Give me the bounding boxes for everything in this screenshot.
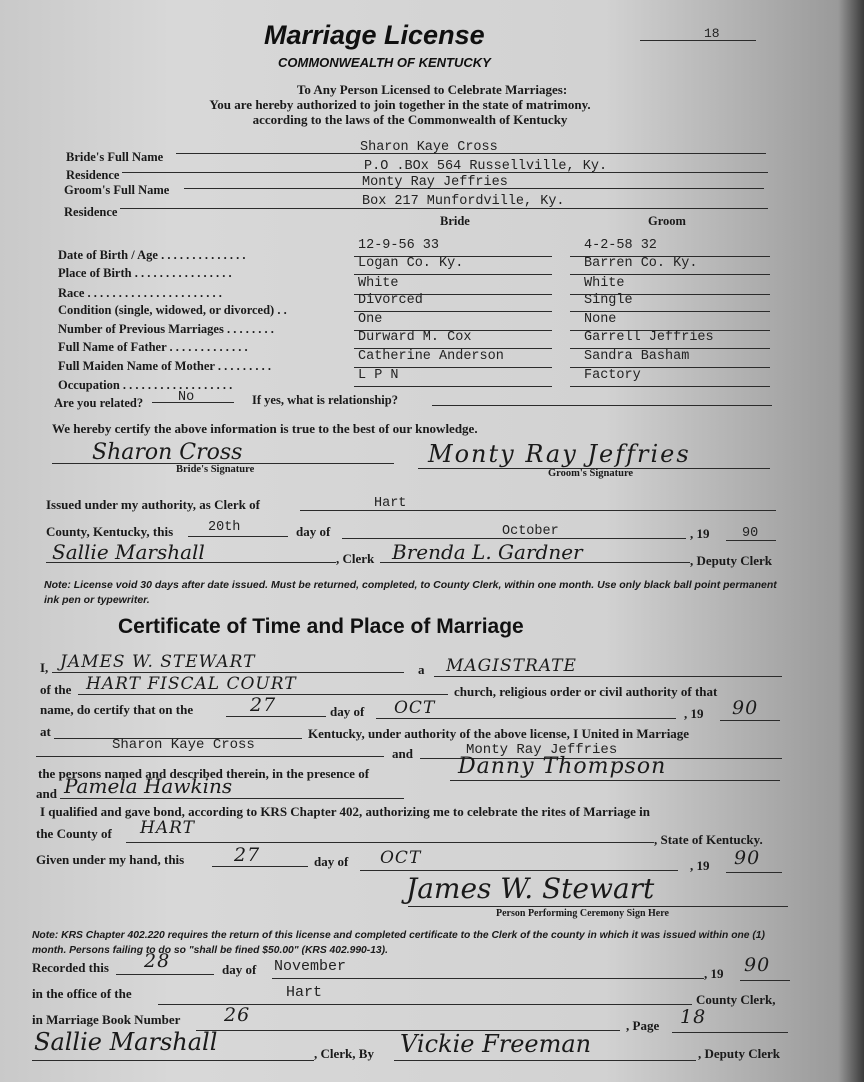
cert-qualified-text: I qualified and gave bond, according to KRS Chapter 402, authorizing me to celebrate the rites of Marriage in [40, 804, 650, 819]
bride-residence: P.O .BOx 564 Russellville, Ky. [364, 159, 608, 174]
recorded-deputy-line [394, 1060, 696, 1061]
detail-bride-value: Divorced [358, 293, 423, 308]
detail-label: Occupation . . . . . . . . . . . . . . . . . . [58, 378, 233, 392]
cert-year-line [720, 720, 780, 721]
header-year: 18 [704, 26, 720, 41]
related-value: No [178, 390, 195, 405]
issued-day: 20th [208, 520, 241, 535]
issued-year-prefix: , 19 [690, 526, 710, 541]
detail-bride-value: One [358, 312, 383, 327]
cert-and2-label: and [36, 786, 57, 801]
recorded-day: 28 [144, 950, 171, 972]
recorded-clerk-line [32, 1060, 314, 1061]
groom-signature-label: Groom's Signature [548, 468, 634, 479]
recorded-month: November [274, 958, 347, 975]
issued-county-label: County, Kentucky, this [46, 524, 174, 539]
detail-bride-line [354, 386, 552, 387]
detail-label: Race . . . . . . . . . . . . . . . . . . . . . . [58, 286, 222, 300]
issued-label: Issued under my authority, as Clerk of [46, 497, 260, 512]
officiant-signature: James W. Stewart [406, 872, 655, 905]
issued-deputy-label: , Deputy Clerk [690, 553, 772, 568]
bride-column-header: Bride [440, 214, 470, 228]
recorded-book: 26 [224, 1004, 251, 1026]
bride-name: Sharon Kaye Cross [360, 140, 498, 155]
related-label: Are you related? [54, 396, 144, 410]
performer-label: Person Performing Ceremony Sign Here [496, 908, 669, 919]
issued-clerk-line [46, 562, 336, 563]
cert-county-line [126, 842, 654, 843]
issued-county-line [300, 510, 776, 511]
groom-column-header: Groom [648, 214, 686, 228]
cert-county-label: the County of [36, 826, 112, 841]
cert-state-label: , State of Kentucky. [654, 832, 763, 847]
bride-signature-label: Bride's Signature [176, 464, 255, 475]
recorded-county: Hart [286, 984, 323, 1001]
groom-name-label: Groom's Full Name [64, 183, 170, 197]
detail-bride-value: Catherine Anderson [358, 349, 504, 364]
detail-label: Number of Previous Marriages . . . . . . . . [58, 322, 274, 336]
detail-groom-value: White [584, 276, 625, 291]
recorded-page-label: , Page [626, 1018, 660, 1033]
cert-given-day-line [212, 866, 308, 867]
groom-residence: Box 217 Munfordville, Ky. [362, 194, 565, 209]
bride-signature: Sharon Cross [92, 440, 243, 465]
relationship-label: If yes, what is relationship? [252, 393, 398, 407]
cert-month-line [376, 718, 676, 719]
cert-given-year: 90 [734, 847, 761, 869]
year-line [640, 40, 756, 41]
recorded-clerk-signature: Sallie Marshall [34, 1028, 218, 1056]
issued-clerk-signature: Sallie Marshall [52, 540, 205, 564]
bride-residence-label: Residence [66, 168, 120, 182]
cert-witness1: Danny Thompson [458, 754, 667, 779]
license-title: Marriage License [264, 20, 485, 50]
issued-deputy-line [380, 562, 690, 563]
detail-groom-value: Barren Co. Ky. [584, 256, 698, 271]
cert-a-label: a [418, 662, 425, 677]
license-void-note: Note: License void 30 days after date issued. Must be returned, completed, to County Clerk, within one month. Use only black ball point permanent ink pen or typewriter. [44, 579, 777, 606]
detail-label: Full Name of Father . . . . . . . . . . . . . [58, 340, 248, 354]
cert-day-line [226, 716, 326, 717]
recorded-year: 90 [744, 954, 771, 976]
issued-year: 90 [742, 526, 759, 541]
cert-officiant-line [52, 672, 404, 673]
cert-year: 90 [732, 697, 759, 719]
recorded-year-line [740, 980, 790, 981]
detail-bride-value: Durward M. Cox [358, 330, 472, 345]
cert-kentucky-text: Kentucky, under authority of the above license, I United in Marriage [308, 726, 690, 741]
detail-bride-line [354, 311, 552, 312]
groom-residence-label: Residence [64, 205, 118, 219]
cert-given-day: 27 [234, 844, 261, 866]
cert-officiant: JAMES W. STEWART [60, 652, 256, 672]
detail-label: Full Maiden Name of Mother . . . . . . . . . [58, 359, 271, 373]
officiant-signature-line [408, 906, 788, 907]
issued-clerk-label: , Clerk [336, 551, 375, 566]
cert-persons-text: the persons named and described therein, in the presence of [38, 766, 370, 781]
cert-day: 27 [250, 694, 277, 716]
krs-note: Note: KRS Chapter 402.220 requires the return of this license and completed certificate to the Clerk of the county in which it was issued within one (1) month. Persons failing to do so "shall be fined $50.00" (KRS 402.990-13). [32, 930, 765, 956]
certificate-title: Certificate of Time and Place of Marriage [118, 615, 524, 638]
recorded-label: Recorded this [32, 960, 109, 975]
cert-i-label: I, [40, 660, 49, 675]
cert-of-the-label: of the [40, 682, 72, 697]
detail-groom-value: Sandra Basham [584, 349, 690, 364]
cert-witness2: Pamela Hawkins [64, 774, 233, 798]
detail-bride-value: 12-9-56 33 [358, 238, 440, 253]
issued-day-of: day of [296, 524, 331, 539]
recorded-deputy-signature: Vickie Freeman [400, 1030, 592, 1058]
detail-groom-value: Single [584, 293, 633, 308]
detail-groom-value: 4-2-58 32 [584, 238, 657, 253]
cert-church-text: church, religious order or civil authority of that [454, 684, 718, 699]
issued-day-line [188, 536, 288, 537]
detail-label: Condition (single, widowed, or divorced) . . [58, 303, 287, 317]
cert-given-month: OCT [380, 848, 422, 868]
cert-given-day-of: day of [314, 854, 349, 869]
bride-name-label: Bride's Full Name [66, 150, 164, 164]
issued-month: October [502, 524, 559, 539]
groom-name: Monty Ray Jeffries [362, 175, 508, 190]
cert-at-label: at [40, 724, 51, 739]
cert-and-label: and [392, 746, 413, 761]
cert-day-of: day of [330, 704, 365, 719]
detail-groom-line [570, 386, 770, 387]
detail-bride-line [354, 274, 552, 275]
cert-bride: Sharon Kaye Cross [112, 737, 255, 753]
cert-witness2-line [60, 798, 404, 799]
recorded-day-of: day of [222, 962, 257, 977]
detail-label: Place of Birth . . . . . . . . . . . . . . . . [58, 266, 232, 280]
recorded-deputy-label: , Deputy Clerk [698, 1046, 780, 1061]
groom-signature: Monty Ray Jeffries [428, 440, 691, 468]
recorded-county-clerk-label: County Clerk, [696, 992, 776, 1007]
cert-year-prefix: , 19 [684, 706, 704, 721]
recorded-clerk-by-label: , Clerk, By [314, 1046, 374, 1061]
recorded-year-prefix: , 19 [704, 966, 724, 981]
cert-month: OCT [394, 698, 436, 718]
issued-deputy-signature: Brenda L. Gardner [392, 540, 583, 564]
cert-given-year-line [726, 872, 782, 873]
detail-groom-value: Garrell Jeffries [584, 330, 714, 345]
relationship-line [432, 405, 772, 406]
recorded-day-line [116, 974, 214, 975]
cert-bride-line [36, 756, 384, 757]
cert-given-year-prefix: , 19 [690, 858, 710, 873]
license-subtitle: COMMONWEALTH OF KENTUCKY [278, 55, 491, 70]
recorded-office-label: in the office of the [32, 986, 132, 1001]
cert-given-month-line [360, 870, 678, 871]
detail-bride-value: L P N [358, 368, 399, 383]
intro-line-3: according to the laws of the Commonwealth of Kentucky [252, 112, 568, 127]
detail-groom-value: None [584, 312, 617, 327]
recorded-page-line [672, 1032, 788, 1033]
cert-title-line [434, 676, 782, 677]
intro-line-2: You are hereby authorized to join together in the state of matrimony. [209, 97, 591, 112]
recorded-book-label: in Marriage Book Number [32, 1012, 181, 1027]
cert-title-value: MAGISTRATE [446, 656, 577, 676]
cert-name-text: name, do certify that on the [40, 702, 194, 717]
issued-county: Hart [374, 496, 407, 511]
detail-bride-value: Logan Co. Ky. [358, 256, 464, 271]
certify-text: We hereby certify the above information is true to the best of our knowledge. [52, 421, 478, 436]
detail-bride-value: White [358, 276, 399, 291]
intro-line-1: To Any Person Licensed to Celebrate Marriages: [296, 82, 568, 97]
recorded-page: 18 [680, 1006, 707, 1028]
recorded-month-line [272, 978, 704, 979]
cert-county: HART [140, 818, 195, 838]
cert-body: HART FISCAL COURT [86, 674, 297, 694]
detail-label: Date of Birth / Age . . . . . . . . . . . . . . [58, 248, 246, 262]
cert-witness1-line [450, 780, 780, 781]
detail-groom-line [570, 274, 770, 275]
detail-groom-value: Factory [584, 368, 641, 383]
cert-groom: Monty Ray Jeffries [466, 742, 618, 758]
cert-given-label: Given under my hand, this [36, 852, 185, 867]
